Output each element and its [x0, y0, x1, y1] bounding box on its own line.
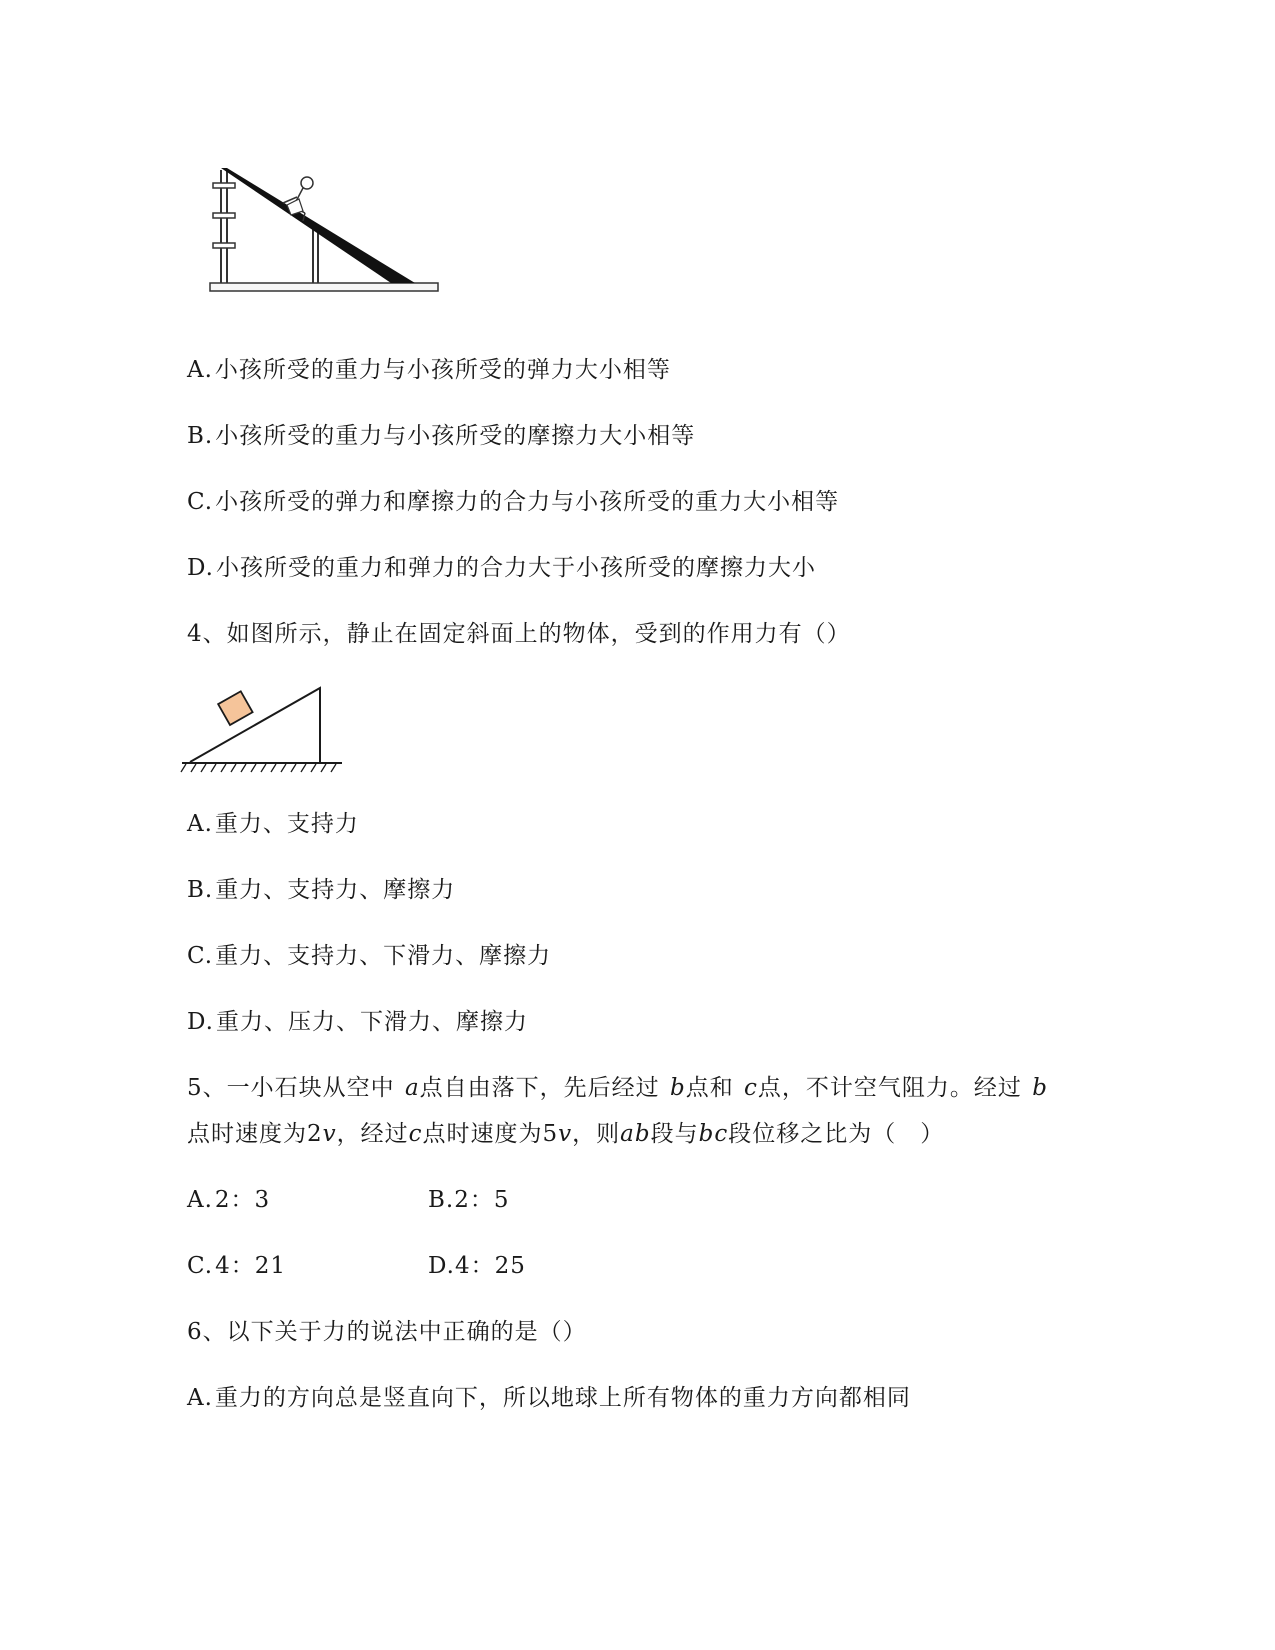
- q6-option-a: A.重力的方向总是竖直向下，所以地球上所有物体的重力方向都相同: [187, 1385, 911, 1411]
- q6-stem: 6、以下关于力的说法中正确的是（）: [187, 1319, 587, 1345]
- q5-option-b: B.2：5: [428, 1187, 510, 1213]
- q5-stem-line1: 5、一小石块从空中 a点自由落下，先后经过 b点和 c点，不计空气阻力。经过 b: [187, 1075, 1048, 1101]
- q4-option-a: A.重力、支持力: [187, 811, 359, 837]
- incline-figure: [180, 680, 350, 780]
- q3-option-b: B.小孩所受的重力与小孩所受的摩擦力大小相等: [187, 423, 696, 449]
- slide-figure: [205, 165, 445, 300]
- q4-option-d: D.重力、压力、下滑力、摩擦力: [187, 1009, 528, 1035]
- q4-stem: 4、如图所示，静止在固定斜面上的物体，受到的作用力有（）: [187, 621, 851, 647]
- q5-option-c: C.4：21: [187, 1253, 286, 1279]
- q3-option-d: D.小孩所受的重力和弹力的合力大于小孩所受的摩擦力大小: [187, 555, 816, 581]
- q3-option-a: A.小孩所受的重力与小孩所受的弹力大小相等: [187, 357, 671, 383]
- q3-option-c: C.小孩所受的弹力和摩擦力的合力与小孩所受的重力大小相等: [187, 489, 840, 515]
- q4-option-c: C.重力、支持力、下滑力、摩擦力: [187, 943, 552, 969]
- block: [218, 691, 252, 725]
- q4-option-b: B.重力、支持力、摩擦力: [187, 877, 456, 903]
- q5-option-a: A.2：3: [187, 1187, 271, 1213]
- q5-stem-line2: 点时速度为2v，经过c点时速度为5v，则ab段与bc段位移之比为（ ）: [187, 1121, 945, 1147]
- q5-option-d: D.4：25: [428, 1253, 526, 1279]
